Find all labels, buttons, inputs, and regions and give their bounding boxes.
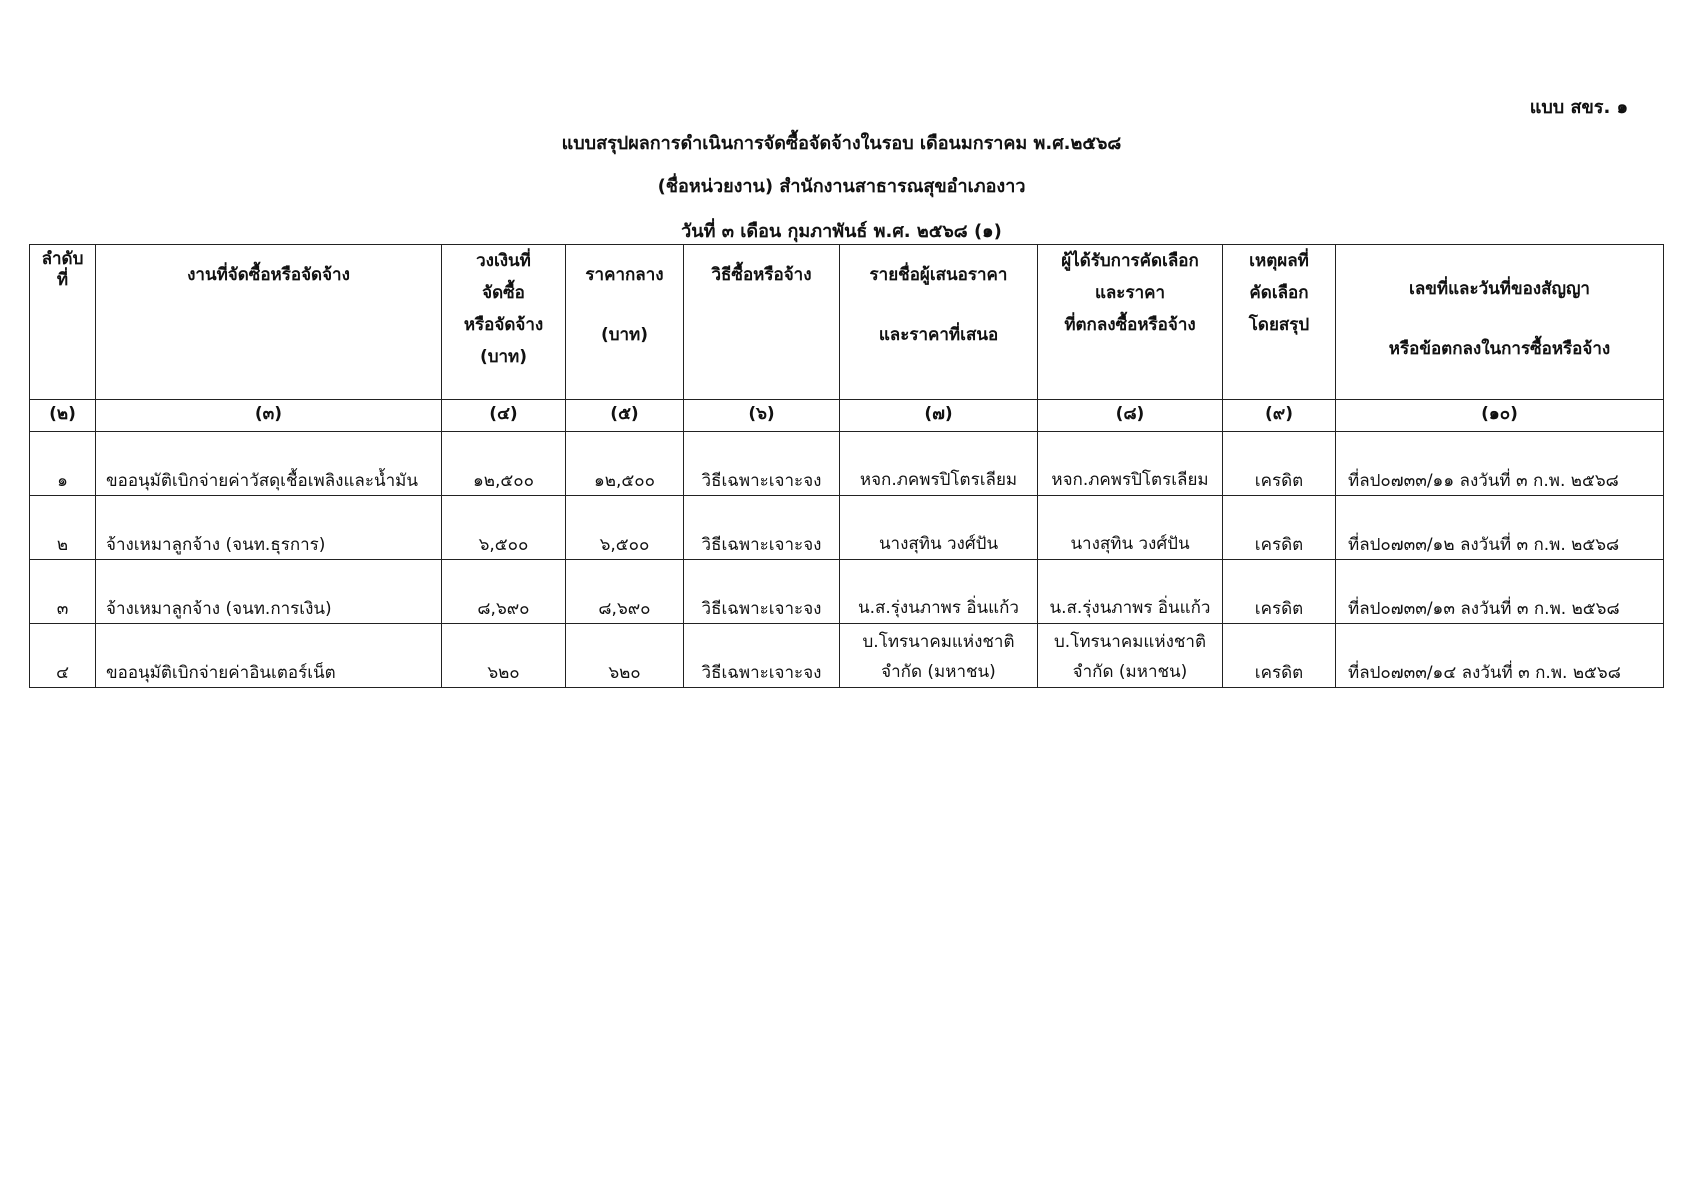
row-selected: นางสุทิน วงศ์ปัน bbox=[1038, 496, 1223, 560]
document-title: แบบสรุปผลการดำเนินการจัดซื้อจัดจ้างในรอบ เดือนมกราคม พ.ศ.๒๕๖๘ bbox=[561, 133, 1122, 154]
row-no: ๓ bbox=[30, 560, 96, 624]
column-number: (๔) bbox=[442, 400, 566, 432]
row-method: วิธีเฉพาะเจาะจง bbox=[684, 560, 840, 624]
row-bidder: หจก.ภคพรปิโตรเลียม bbox=[840, 432, 1038, 496]
row-median-price: ๑๒,๕๐๐ bbox=[566, 432, 684, 496]
row-selected: น.ส.รุ่งนภาพร อิ่นแก้ว bbox=[1038, 560, 1223, 624]
agency-name: (ชื่อหน่วยงาน) สำนักงานสาธารณสุขอำเภองาว bbox=[657, 176, 1026, 197]
row-reason: เครดิต bbox=[1223, 496, 1336, 560]
row-contract: ที่ลป๐๗๓๓/๑๑ ลงวันที่ ๓ ก.พ. ๒๕๖๘ bbox=[1336, 432, 1664, 496]
row-bidder: นางสุทิน วงศ์ปัน bbox=[840, 496, 1038, 560]
row-budget: ๖,๕๐๐ bbox=[442, 496, 566, 560]
column-number: (๕) bbox=[566, 400, 684, 432]
header-work: งานที่จัดซื้อหรือจัดจ้าง bbox=[96, 245, 442, 400]
row-reason: เครดิต bbox=[1223, 432, 1336, 496]
row-reason: เครดิต bbox=[1223, 560, 1336, 624]
row-selected: หจก.ภคพรปิโตรเลียม bbox=[1038, 432, 1223, 496]
header-bidders: รายชื่อผู้เสนอราคา และราคาที่เสนอ bbox=[840, 245, 1038, 400]
column-number: (๓) bbox=[96, 400, 442, 432]
row-no: ๑ bbox=[30, 432, 96, 496]
row-method: วิธีเฉพาะเจาะจง bbox=[684, 496, 840, 560]
row-work: จ้างเหมาลูกจ้าง (จนท.การเงิน) bbox=[96, 560, 442, 624]
header-no: ลำดับ ที่ bbox=[30, 245, 96, 400]
header-reason: เหตุผลที่ คัดเลือก โดยสรุป bbox=[1223, 245, 1336, 400]
row-budget: ๑๒,๕๐๐ bbox=[442, 432, 566, 496]
header-selected: ผู้ได้รับการคัดเลือก และราคา ที่ตกลงซื้อหรือจ้าง bbox=[1038, 245, 1223, 400]
row-median-price: ๖,๕๐๐ bbox=[566, 496, 684, 560]
procurement-summary-table bbox=[29, 244, 1664, 688]
header-contract: เลขที่และวันที่ของสัญญา หรือข้อตกลงในการซื้อหรือจ้าง bbox=[1336, 245, 1664, 400]
row-work: จ้างเหมาลูกจ้าง (จนท.ธุรการ) bbox=[96, 496, 442, 560]
table-row bbox=[30, 496, 1664, 560]
table-row bbox=[30, 560, 1664, 624]
table-row bbox=[30, 432, 1664, 496]
row-median-price: ๘,๖๙๐ bbox=[566, 560, 684, 624]
row-budget: ๘,๖๙๐ bbox=[442, 560, 566, 624]
row-reason: เครดิต bbox=[1223, 624, 1336, 688]
row-method: วิธีเฉพาะเจาะจง bbox=[684, 624, 840, 688]
row-work: ขออนุมัติเบิกจ่ายค่าอินเตอร์เน็ต bbox=[96, 624, 442, 688]
column-number: (๒) bbox=[30, 400, 96, 432]
form-code: แบบ สขร. ๑ bbox=[1529, 97, 1628, 118]
column-number: (๘) bbox=[1038, 400, 1223, 432]
row-contract: ที่ลป๐๗๓๓/๑๔ ลงวันที่ ๓ ก.พ. ๒๕๖๘ bbox=[1336, 624, 1664, 688]
row-median-price: ๖๒๐ bbox=[566, 624, 684, 688]
row-contract: ที่ลป๐๗๓๓/๑๓ ลงวันที่ ๓ ก.พ. ๒๕๖๘ bbox=[1336, 560, 1664, 624]
row-method: วิธีเฉพาะเจาะจง bbox=[684, 432, 840, 496]
row-no: ๒ bbox=[30, 496, 96, 560]
column-number: (๗) bbox=[840, 400, 1038, 432]
column-number: (๑๐) bbox=[1336, 400, 1664, 432]
row-selected: บ.โทรนาคมแห่งชาติ จำกัด (มหาชน) bbox=[1038, 624, 1223, 688]
row-contract: ที่ลป๐๗๓๓/๑๒ ลงวันที่ ๓ ก.พ. ๒๕๖๘ bbox=[1336, 496, 1664, 560]
header-budget: วงเงินที่ จัดซื้อ หรือจัดจ้าง (บาท) bbox=[442, 245, 566, 400]
row-work: ขออนุมัติเบิกจ่ายค่าวัสดุเชื้อเพลิงและน้ำมัน bbox=[96, 432, 442, 496]
row-bidder: น.ส.รุ่งนภาพร อิ่นแก้ว bbox=[840, 560, 1038, 624]
row-no: ๔ bbox=[30, 624, 96, 688]
column-number: (๙) bbox=[1223, 400, 1336, 432]
column-number: (๖) bbox=[684, 400, 840, 432]
row-budget: ๖๒๐ bbox=[442, 624, 566, 688]
header-median-price: ราคากลาง (บาท) bbox=[566, 245, 684, 400]
header-method: วิธีซื้อหรือจ้าง bbox=[684, 245, 840, 400]
table-row bbox=[30, 624, 1664, 688]
row-bidder: บ.โทรนาคมแห่งชาติ จำกัด (มหาชน) bbox=[840, 624, 1038, 688]
document-date: วันที่ ๓ เดือน กุมภาพันธ์ พ.ศ. ๒๕๖๘ (๑) bbox=[681, 221, 1002, 242]
